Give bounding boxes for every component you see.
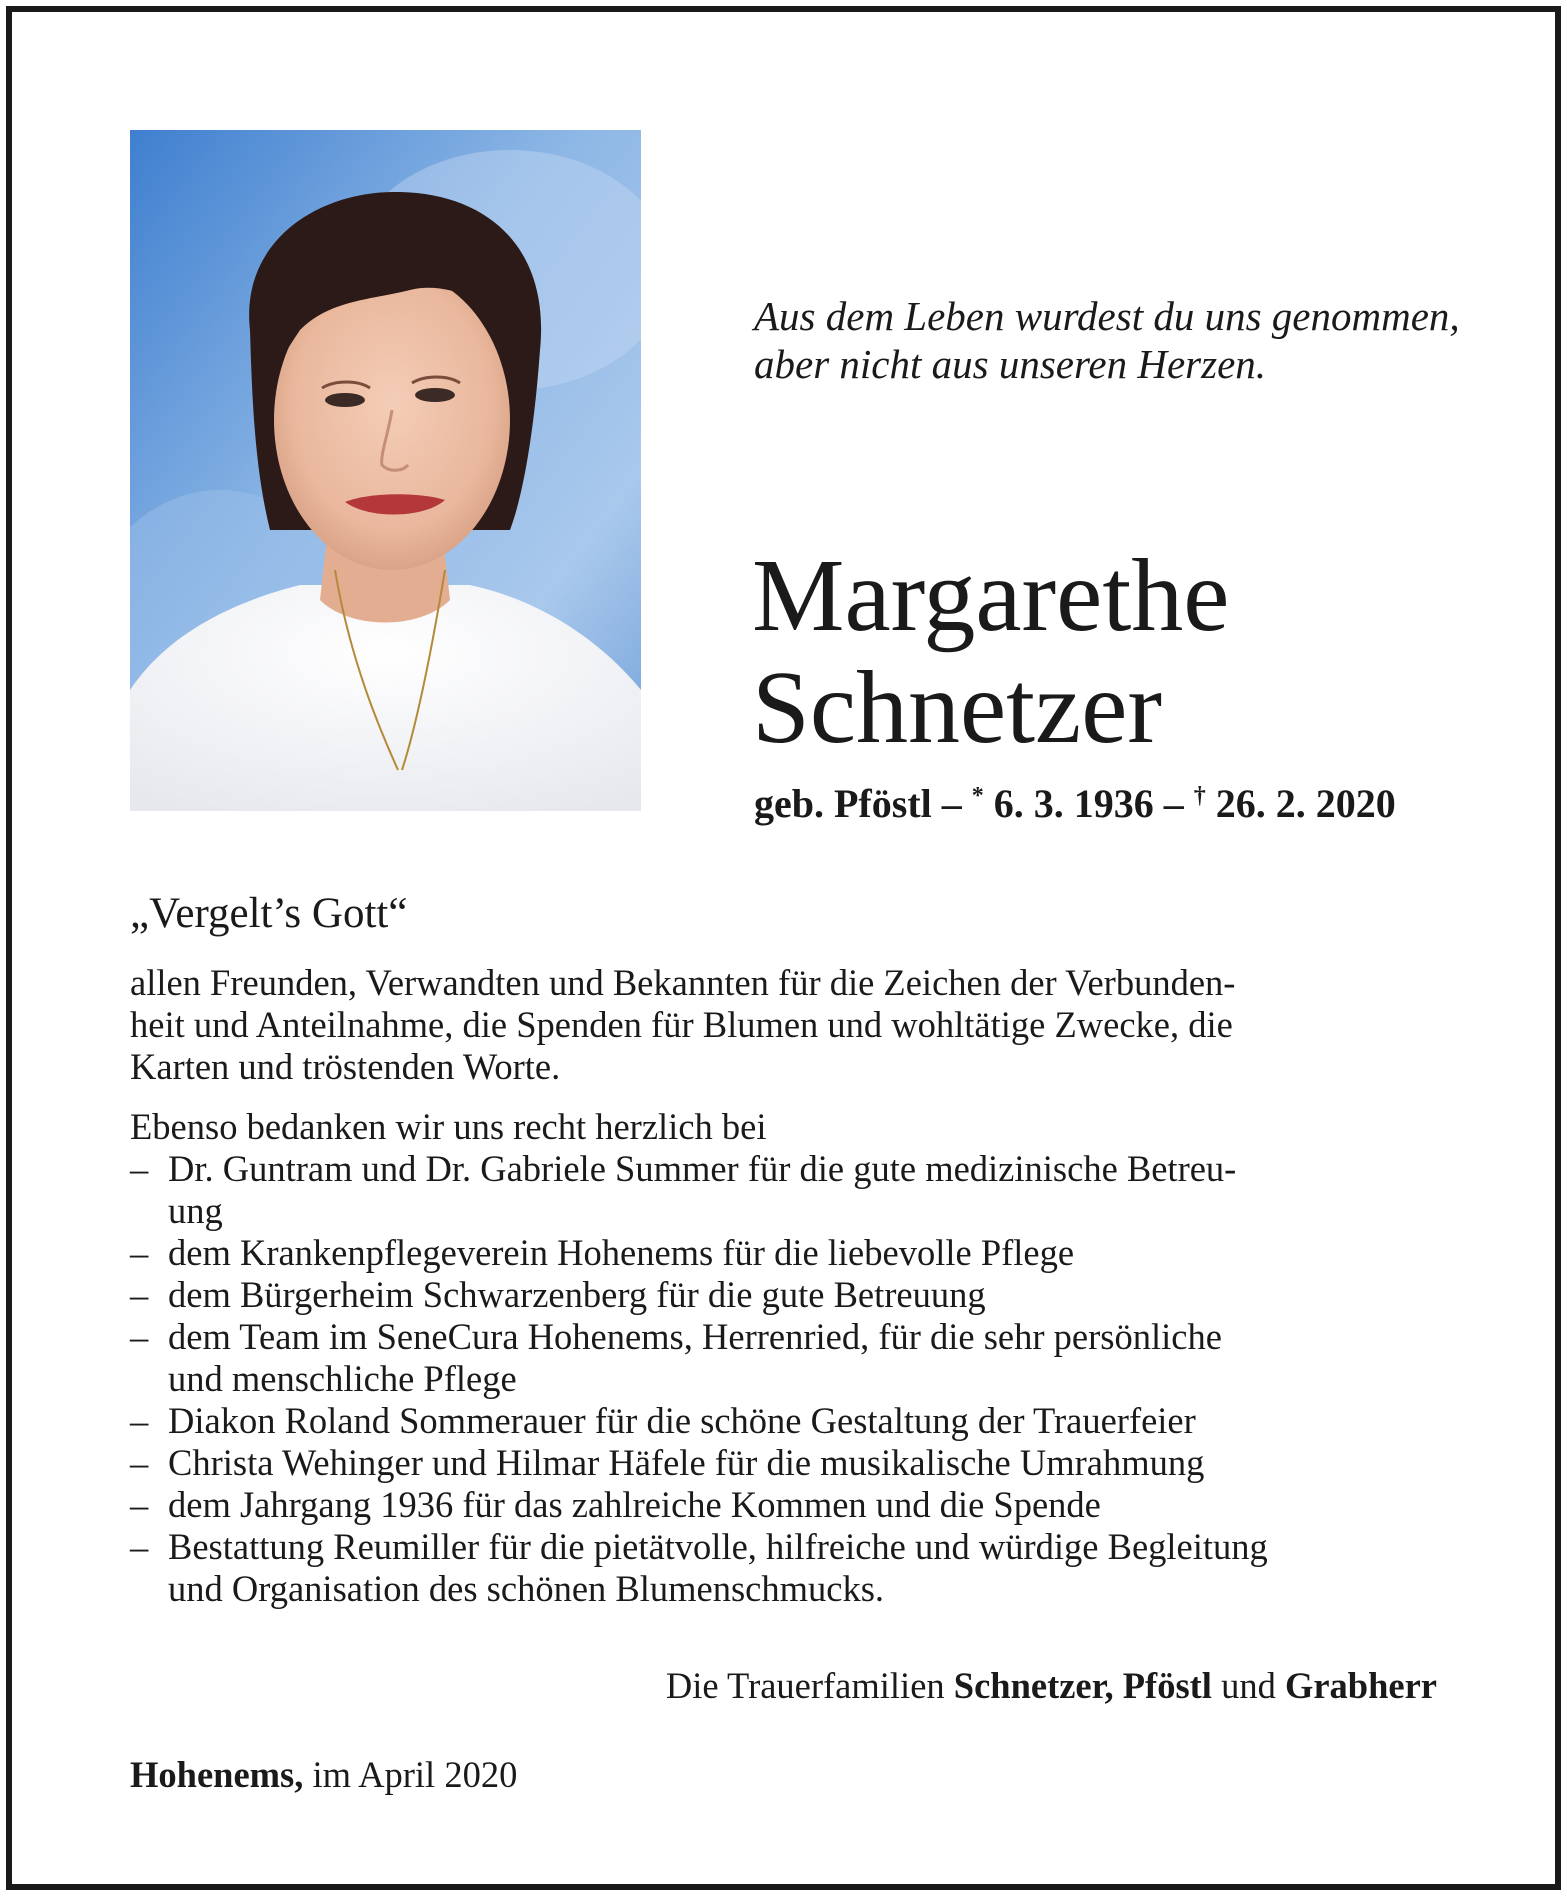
list-item-line: – Christa Wehinger und Hilmar Häfele für die musikalische Umrahmung xyxy=(168,1442,1205,1483)
intro-line: Karten und tröstenden Worte. xyxy=(130,1046,561,1087)
list-item xyxy=(130,1400,1440,1442)
death-date: 26. 2. 2020 xyxy=(1215,781,1396,826)
signature-conjunction: und xyxy=(1221,1665,1276,1706)
place-and-date xyxy=(130,1753,517,1797)
place-town: Hohenems, xyxy=(130,1754,304,1795)
list-item-line: – Dr. Guntram und Dr. Gabriele Summer für die gute medizinische Betreu- xyxy=(168,1148,1237,1189)
list-item-line: und menschliche Pflege xyxy=(168,1358,517,1399)
thanks-lead: Ebenso bedanken wir uns recht herzlich bei xyxy=(130,1106,767,1147)
memorial-verse xyxy=(754,292,1474,388)
list-item-line: und Organisation des schönen Blumenschmucks. xyxy=(168,1568,885,1609)
life-dates xyxy=(754,772,1514,828)
list-item xyxy=(130,1316,1440,1400)
list-item-line: – Bestattung Reumiller für die pietätvolle, hilfreiche und würdige Begleitung xyxy=(168,1526,1268,1567)
verse-line: Aus dem Leben wurdest du uns genommen, xyxy=(754,293,1460,339)
family-name: Schnetzer, xyxy=(953,1665,1114,1706)
last-name: Schnetzer xyxy=(752,650,1163,765)
list-item xyxy=(130,1442,1440,1484)
place-date: im April 2020 xyxy=(312,1754,518,1795)
birth-symbol: * xyxy=(971,783,984,809)
list-item-line: – dem Bürgerheim Schwarzenberg für die gute Betreuung xyxy=(168,1274,986,1315)
intro-line: allen Freunden, Verwandten und Bekannten für die Zeichen der Verbunden- xyxy=(130,962,1236,1003)
list-item-line: ung xyxy=(168,1190,223,1231)
first-name: Margarethe xyxy=(752,538,1230,653)
family-signature xyxy=(666,1664,1437,1708)
intro-line: heit und Anteilnahme, die Spenden für Blumen und wohltätige Zwecke, die xyxy=(130,1004,1233,1045)
portrait-photo xyxy=(130,130,641,811)
death-symbol: † xyxy=(1193,783,1206,809)
family-name: Grabherr xyxy=(1284,1665,1437,1706)
birth-date: 6. 3. 1936 – xyxy=(993,781,1184,826)
list-item-line: – dem Team im SeneCura Hohenems, Herrenried, für die sehr persönliche xyxy=(168,1316,1222,1357)
thanks-list xyxy=(130,1148,1440,1610)
list-item-line: – dem Krankenpflegeverein Hohenems für die liebevolle Pflege xyxy=(168,1232,1075,1273)
birth-name: geb. Pföstl – xyxy=(754,781,962,826)
family-name: Pföstl xyxy=(1122,1665,1212,1706)
list-item-line: – dem Jahrgang 1936 für das zahlreiche Kommen und die Spende xyxy=(168,1484,1101,1525)
list-item xyxy=(130,1274,1440,1316)
thanks-body xyxy=(130,962,1440,1610)
list-item xyxy=(130,1526,1440,1610)
thanks-intro xyxy=(130,962,1440,1088)
verse-line: aber nicht aus unseren Herzen. xyxy=(754,341,1267,387)
list-item xyxy=(130,1148,1440,1232)
list-item xyxy=(130,1484,1440,1526)
list-item xyxy=(130,1232,1440,1274)
list-item-line: – Diakon Roland Sommerauer für die schöne Gestaltung der Trauerfeier xyxy=(168,1400,1196,1441)
signature-prefix: Die Trauerfamilien xyxy=(665,1665,945,1706)
thanks-title: „Vergelt’s Gott“ xyxy=(130,890,408,937)
deceased-name xyxy=(752,540,1512,764)
